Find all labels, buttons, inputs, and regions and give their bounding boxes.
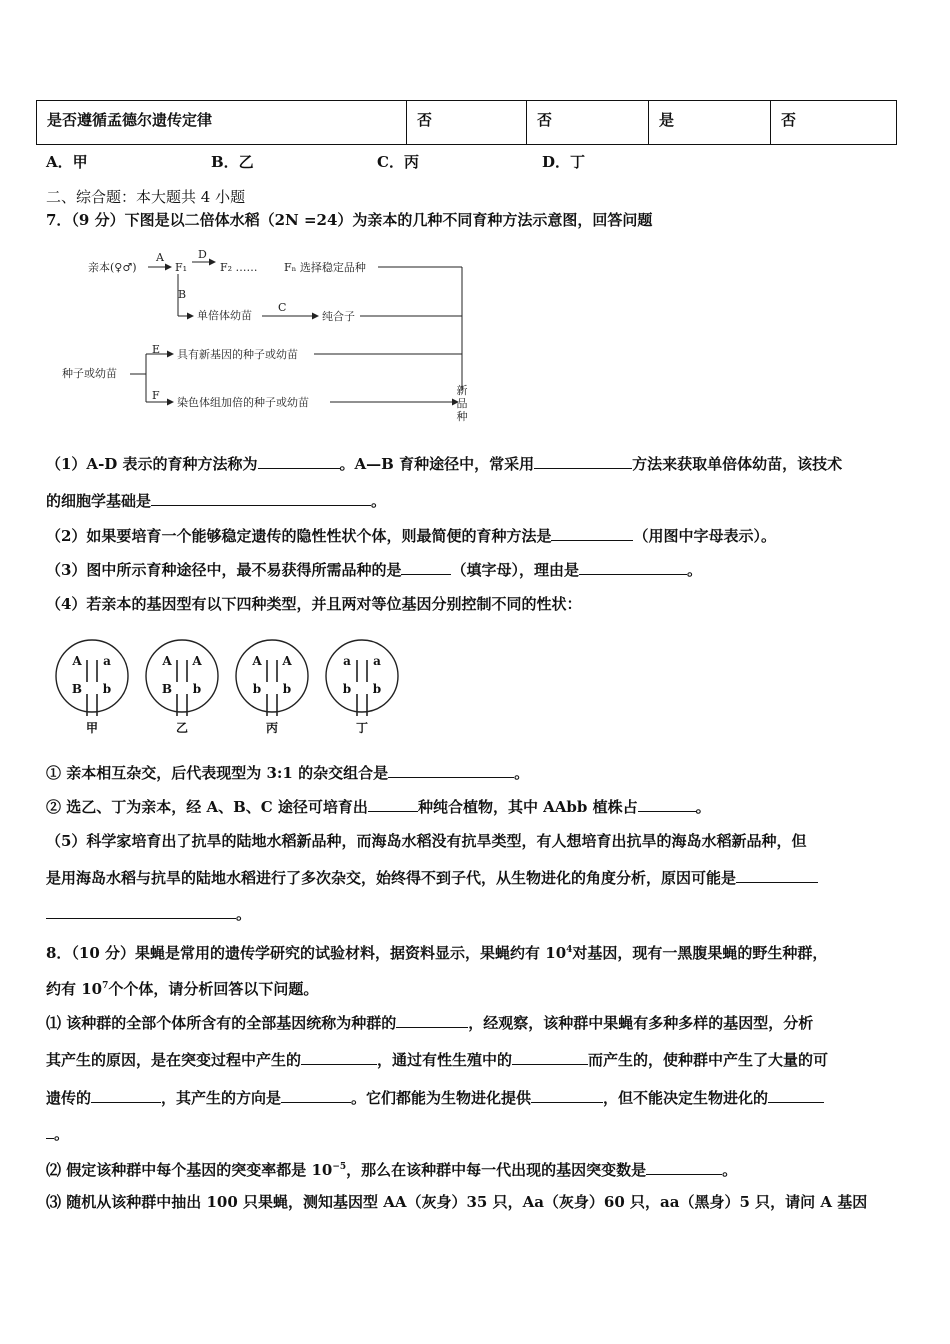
cell-name: 乙 [175, 721, 189, 735]
q8-part2: ⑵ 假定该种群中每个基因的突变率都是 $10^{-5}$，那么在该种群中每一代出现的基因突变数是 。 [46, 1161, 738, 1179]
section-title: 二、综合题：本大题共 4 小题 [46, 188, 246, 206]
diagram-parent: 亲本(♀♂) [88, 261, 137, 274]
option-b: B．乙 [211, 153, 254, 171]
genotype-cell [146, 640, 218, 735]
diagram-f2: F₂ …… [220, 261, 258, 274]
allele-label: A [252, 654, 262, 668]
q7-part5-line3: 。 [46, 903, 251, 924]
genotype-cell [56, 640, 128, 735]
q7-part4-2: ② 选乙、丁为亲本，经 A、B、C 途径可培育出 种纯合植物，其中 AAbb 植株占 。 [46, 798, 711, 816]
cell-name: 丙 [265, 721, 279, 735]
diagram-doubled: 染色体组加倍的种子或幼苗 [177, 396, 309, 409]
diagram-new-gene: 具有新基因的种子或幼苗 [177, 348, 298, 361]
allele-label: a [343, 654, 351, 668]
option-c: C．丙 [377, 153, 419, 171]
option-a: A．甲 [46, 153, 88, 171]
diagram-seed: 种子或幼苗 [62, 367, 117, 380]
allele-label: A [162, 654, 172, 668]
diagram-pure: 纯合子 [322, 310, 355, 323]
q8-part1-line4: 。 [46, 1123, 69, 1144]
cell-outline [56, 640, 128, 712]
conclusion-table [36, 100, 897, 145]
answer-blank[interactable] [638, 796, 696, 812]
q8-part1-line1: ⑴ 该种群的全部个体所含有的全部基因统称为种群的 ，经观察，该种群中果蝇有多种多样的基因型，分析 [46, 1014, 814, 1032]
question-7-stem: 7．（9 分）下图是以二倍体水稻（2N =24）为亲本的几种不同育种方法示意图，回答问题 [46, 211, 653, 229]
cell-outline [146, 640, 218, 712]
diagram-label-c: C [278, 301, 287, 314]
diagram-label-f: F [152, 389, 160, 402]
q7-part2: （2）如果要培育一个能够稳定遗传的隐性性状个体，则最简便的育种方法是 （用图中字母表示）。 [46, 527, 776, 545]
option-d: D．丁 [542, 153, 586, 171]
q7-part4: （4）若亲本的基因型有以下四种类型，并且两对等位基因分别控制不同的性状： [46, 595, 582, 613]
allele-label: B [71, 682, 83, 696]
diagram-new-variety: 新品种 [456, 384, 468, 423]
cell-name: 甲 [85, 721, 99, 735]
answer-blank[interactable] [281, 1087, 351, 1103]
answer-blank[interactable] [736, 867, 818, 883]
allele-label: b [342, 682, 352, 696]
allele-label: A [192, 654, 202, 668]
allele-label: a [373, 654, 381, 668]
table-row [37, 101, 897, 145]
allele-label: b [102, 682, 112, 696]
q8-part1-line3: 遗传的 ，其产生的方向是 。它们都能为生物进化提供 ，但不能决定生物进化的 [46, 1087, 824, 1108]
allele-label: b [372, 682, 382, 696]
answer-blank[interactable] [396, 1012, 468, 1028]
diagram-label-e: E [152, 343, 161, 356]
table-cell: 否 [407, 101, 527, 145]
q8-part3: ⑶ 随机从该种群中抽出 100 只果蝇，测知基因型 AA（灰身）35 只，Aa（灰身）60 只，aa（黑身）5 只，请问 A 基因 [46, 1193, 868, 1211]
cell-name: 丁 [355, 721, 369, 735]
q8-stem-line1: 8．（10 分）果蝇是常用的遗传学研究的试验材料，据资料显示，果蝇约有 $10^4$对基因，现有一黑腹果蝇的野生种群， [46, 944, 828, 962]
answer-blank[interactable] [768, 1087, 824, 1103]
q7-part1-line1: （1）A-D 表示的育种方法称为 。A—B 育种途径中，常采用 方法来获取单倍体幼苗，该技术 [46, 455, 843, 473]
table-row-label: 是否遵循孟德尔遗传定律 [37, 101, 407, 145]
allele-label: b [282, 682, 292, 696]
allele-label: A [282, 654, 292, 668]
answer-blank[interactable] [151, 490, 371, 506]
diagram-fn: Fₙ 选择稳定品种 [284, 261, 366, 274]
answer-blank[interactable] [388, 762, 514, 778]
answer-blank[interactable] [579, 559, 687, 575]
answer-blank[interactable] [46, 1123, 54, 1139]
answer-blank[interactable] [551, 525, 633, 541]
q7-part5-line1: （5）科学家培育出了抗旱的陆地水稻新品种，而海岛水稻没有抗旱类型，有人想培育出抗旱的海岛水稻新品种，但 [46, 832, 807, 850]
cell-outline [236, 640, 308, 712]
answer-blank[interactable] [401, 559, 451, 575]
answer-blank[interactable] [368, 796, 418, 812]
answer-blank[interactable] [534, 453, 632, 469]
diagram-haploid: 单倍体幼苗 [197, 309, 252, 322]
diagram-f1: F₁ [175, 261, 188, 274]
allele-label: b [192, 682, 202, 696]
diagram-label-a: A [156, 251, 164, 264]
answer-blank[interactable] [531, 1087, 603, 1103]
answer-blank[interactable] [512, 1049, 588, 1065]
allele-label: A [72, 654, 82, 668]
table-cell: 否 [771, 101, 897, 145]
diagram-label-b: B [178, 288, 187, 301]
allele-label: b [252, 682, 262, 696]
answer-blank[interactable] [91, 1087, 161, 1103]
answer-blank[interactable] [258, 453, 340, 469]
cell-outline [326, 640, 398, 712]
answer-blank[interactable] [646, 1159, 722, 1175]
allele-label: B [161, 682, 173, 696]
answer-blank[interactable] [301, 1049, 377, 1065]
table-cell: 否 [527, 101, 649, 145]
q8-part1-line2: 其产生的原因，是在突变过程中产生的 ，通过有性生殖中的 而产生的，使种群中产生了大量的可 [46, 1051, 829, 1069]
q8-stem-line2: 约有 $10^7$个个体，请分析回答以下问题。 [46, 980, 319, 998]
q7-part4-1: ① 亲本相互杂交，后代表现型为 3:1 的杂交组合是 。 [46, 764, 530, 782]
q7-part1-line2: 的细胞学基础是 。 [46, 492, 387, 510]
allele-label: a [103, 654, 111, 668]
genotype-cell [326, 640, 398, 735]
table-cell: 是 [649, 101, 771, 145]
q7-part5-line2: 是用海岛水稻与抗旱的陆地水稻进行了多次杂交，始终得不到子代，从生物进化的角度分析，原因可能是 [46, 867, 818, 888]
genotype-cells [50, 636, 430, 736]
answer-blank[interactable] [46, 903, 236, 919]
breeding-diagram [60, 244, 480, 424]
diagram-label-d: D [198, 248, 207, 261]
q7-part3: （3）图中所示育种途径中，最不易获得所需品种的是 （填字母），理由是 。 [46, 561, 702, 579]
genotype-cell [236, 640, 308, 735]
